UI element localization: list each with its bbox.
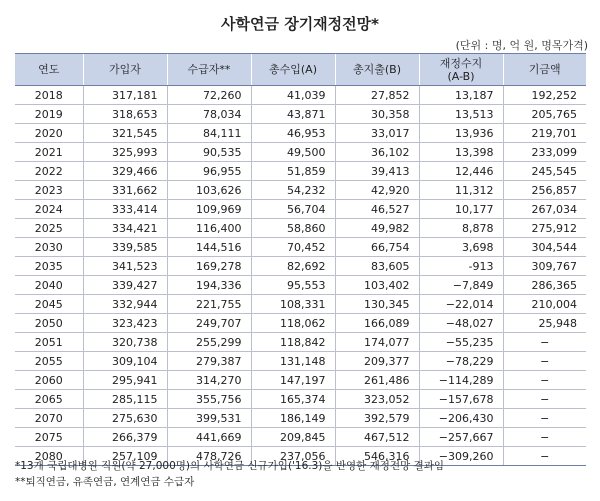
table-cell: 51,859: [251, 162, 335, 181]
table-cell: 41,039: [251, 86, 335, 105]
table-cell: 210,004: [503, 295, 586, 314]
table-row: [15, 333, 586, 352]
table-cell: 169,278: [167, 257, 251, 276]
header-row: [15, 54, 586, 86]
table-cell: 233,099: [503, 143, 586, 162]
table-cell: 2075: [15, 428, 83, 447]
table-row: [15, 276, 586, 295]
column-header: 총지출(B): [335, 54, 419, 86]
table-cell: 478,726: [167, 447, 251, 466]
table-row: [15, 295, 586, 314]
table-cell: 130,345: [335, 295, 419, 314]
table-cell: 467,512: [335, 428, 419, 447]
table-cell: 116,400: [167, 219, 251, 238]
table-cell: 12,446: [419, 162, 503, 181]
column-header: 수급자**: [167, 54, 251, 86]
table-row: [15, 390, 586, 409]
table-cell: 332,944: [83, 295, 167, 314]
table-cell: 49,500: [251, 143, 335, 162]
table-cell: −157,678: [419, 390, 503, 409]
table-row: [15, 371, 586, 390]
footnotes: [15, 458, 444, 490]
table-cell: 249,707: [167, 314, 251, 333]
table-cell: −114,289: [419, 371, 503, 390]
table-cell: 82,692: [251, 257, 335, 276]
table-cell: 118,842: [251, 333, 335, 352]
column-header: 기금액: [503, 54, 586, 86]
table-body: [15, 86, 586, 466]
table-cell: −78,229: [419, 352, 503, 371]
table-cell: 36,102: [335, 143, 419, 162]
table-cell: 2030: [15, 238, 83, 257]
table-cell: 103,402: [335, 276, 419, 295]
table-cell: 2050: [15, 314, 83, 333]
table-cell: 221,755: [167, 295, 251, 314]
table-cell: 256,857: [503, 181, 586, 200]
table-cell: 325,993: [83, 143, 167, 162]
table-cell: 30,358: [335, 105, 419, 124]
table-cell: 131,148: [251, 352, 335, 371]
table-cell: 83,605: [335, 257, 419, 276]
table-cell: −: [503, 428, 586, 447]
table-cell: 331,662: [83, 181, 167, 200]
table-cell: 314,270: [167, 371, 251, 390]
table-cell: 13,513: [419, 105, 503, 124]
table-cell: −: [503, 447, 586, 466]
table-cell: −206,430: [419, 409, 503, 428]
table-cell: 286,365: [503, 276, 586, 295]
finance-table: [15, 53, 586, 466]
table-cell: 279,387: [167, 352, 251, 371]
table-cell: 3,698: [419, 238, 503, 257]
table-cell: 194,336: [167, 276, 251, 295]
table-cell: −48,027: [419, 314, 503, 333]
table-row: [15, 314, 586, 333]
table-cell: 192,252: [503, 86, 586, 105]
table-cell: 42,920: [335, 181, 419, 200]
table-cell: 329,466: [83, 162, 167, 181]
table-cell: 317,181: [83, 86, 167, 105]
table-cell: 13,398: [419, 143, 503, 162]
table-row: [15, 181, 586, 200]
table-row: [15, 257, 586, 276]
table-cell: 209,845: [251, 428, 335, 447]
table-cell: 54,232: [251, 181, 335, 200]
table-cell: 2018: [15, 86, 83, 105]
table-cell: 209,377: [335, 352, 419, 371]
table-cell: 2019: [15, 105, 83, 124]
unit-note: (단위 : 명, 억 원, 명목가격): [455, 39, 588, 52]
table-cell: 46,953: [251, 124, 335, 143]
table-cell: 49,982: [335, 219, 419, 238]
table-cell: 2060: [15, 371, 83, 390]
table-cell: 2021: [15, 143, 83, 162]
table-row: [15, 162, 586, 181]
table-cell: 323,052: [335, 390, 419, 409]
table-cell: −257,667: [419, 428, 503, 447]
table-cell: 295,941: [83, 371, 167, 390]
table-cell: 309,767: [503, 257, 586, 276]
table-cell: 355,756: [167, 390, 251, 409]
table-cell: 186,149: [251, 409, 335, 428]
table-cell: 255,299: [167, 333, 251, 352]
table-cell: 285,115: [83, 390, 167, 409]
table-cell: 257,109: [83, 447, 167, 466]
table-row: [15, 124, 586, 143]
table-cell: −: [503, 371, 586, 390]
table-cell: -913: [419, 257, 503, 276]
table-cell: 90,535: [167, 143, 251, 162]
table-row: [15, 86, 586, 105]
table-cell: 27,852: [335, 86, 419, 105]
table-row: [15, 428, 586, 447]
table-cell: 58,860: [251, 219, 335, 238]
table-cell: 237,056: [251, 447, 335, 466]
table-cell: 275,630: [83, 409, 167, 428]
table-header: [15, 54, 586, 86]
table-cell: 147,197: [251, 371, 335, 390]
table-cell: 46,527: [335, 200, 419, 219]
table-row: [15, 238, 586, 257]
table-cell: 2080: [15, 447, 83, 466]
table-row: [15, 219, 586, 238]
table-cell: 84,111: [167, 124, 251, 143]
table-cell: 333,414: [83, 200, 167, 219]
table-cell: 341,523: [83, 257, 167, 276]
table-cell: 339,585: [83, 238, 167, 257]
table-cell: 2051: [15, 333, 83, 352]
footnote-1: *13개 국립대병원 직원(약 27,000명)의 사학연금 신규가입('16.3)을 반영한 재정전망 결과임: [15, 460, 444, 472]
table-cell: 11,312: [419, 181, 503, 200]
table-cell: −309,260: [419, 447, 503, 466]
table-cell: −55,235: [419, 333, 503, 352]
table-row: [15, 105, 586, 124]
table-cell: 43,871: [251, 105, 335, 124]
table-cell: 320,738: [83, 333, 167, 352]
page-title: 사학연금 장기재정전망*: [221, 15, 379, 33]
table-cell: 267,034: [503, 200, 586, 219]
table-cell: 323,423: [83, 314, 167, 333]
table-cell: 2040: [15, 276, 83, 295]
table-cell: 321,545: [83, 124, 167, 143]
table-cell: 261,486: [335, 371, 419, 390]
table-cell: 109,969: [167, 200, 251, 219]
table-row: [15, 409, 586, 428]
table-cell: 70,452: [251, 238, 335, 257]
table-cell: −: [503, 333, 586, 352]
table-row: [15, 143, 586, 162]
table-cell: 95,553: [251, 276, 335, 295]
table-cell: 103,626: [167, 181, 251, 200]
table-cell: −22,014: [419, 295, 503, 314]
table-cell: 72,260: [167, 86, 251, 105]
table-cell: 13,936: [419, 124, 503, 143]
table-row: [15, 200, 586, 219]
table-cell: 205,765: [503, 105, 586, 124]
column-header: 재정수지 (A-B): [419, 54, 503, 86]
table-cell: −7,849: [419, 276, 503, 295]
table-cell: 441,669: [167, 428, 251, 447]
table-cell: 318,653: [83, 105, 167, 124]
table-cell: 166,089: [335, 314, 419, 333]
table-cell: 245,545: [503, 162, 586, 181]
table-cell: 13,187: [419, 86, 503, 105]
table-cell: 334,421: [83, 219, 167, 238]
table-cell: 33,017: [335, 124, 419, 143]
table-cell: 339,427: [83, 276, 167, 295]
table-cell: 2055: [15, 352, 83, 371]
table-cell: 8,878: [419, 219, 503, 238]
table-cell: 78,034: [167, 105, 251, 124]
column-header: 연도: [15, 54, 83, 86]
table-cell: 66,754: [335, 238, 419, 257]
table-cell: 392,579: [335, 409, 419, 428]
column-header: 총수입(A): [251, 54, 335, 86]
table-cell: 2045: [15, 295, 83, 314]
table-cell: 219,701: [503, 124, 586, 143]
table-cell: 25,948: [503, 314, 586, 333]
table-cell: 309,104: [83, 352, 167, 371]
column-header: 가입자: [83, 54, 167, 86]
table-row: [15, 352, 586, 371]
table-cell: 56,704: [251, 200, 335, 219]
table-cell: 399,531: [167, 409, 251, 428]
footnote-2: **퇴직연금, 유족연금, 연계연금 수급자: [15, 476, 195, 488]
table-cell: 165,374: [251, 390, 335, 409]
table-cell: 2065: [15, 390, 83, 409]
table-cell: 2020: [15, 124, 83, 143]
table-cell: 546,316: [335, 447, 419, 466]
table-cell: 108,331: [251, 295, 335, 314]
table-cell: −: [503, 409, 586, 428]
table-cell: 144,516: [167, 238, 251, 257]
table-cell: 2070: [15, 409, 83, 428]
table-cell: −: [503, 352, 586, 371]
table-cell: 304,544: [503, 238, 586, 257]
table-cell: 2023: [15, 181, 83, 200]
table-cell: 96,955: [167, 162, 251, 181]
table-cell: 2025: [15, 219, 83, 238]
table-cell: 118,062: [251, 314, 335, 333]
table-cell: 275,912: [503, 219, 586, 238]
table-cell: 2024: [15, 200, 83, 219]
table-cell: 10,177: [419, 200, 503, 219]
table-cell: 174,077: [335, 333, 419, 352]
table-cell: 266,379: [83, 428, 167, 447]
table-cell: 2035: [15, 257, 83, 276]
table-cell: 2022: [15, 162, 83, 181]
table-cell: −: [503, 390, 586, 409]
table-cell: 39,413: [335, 162, 419, 181]
